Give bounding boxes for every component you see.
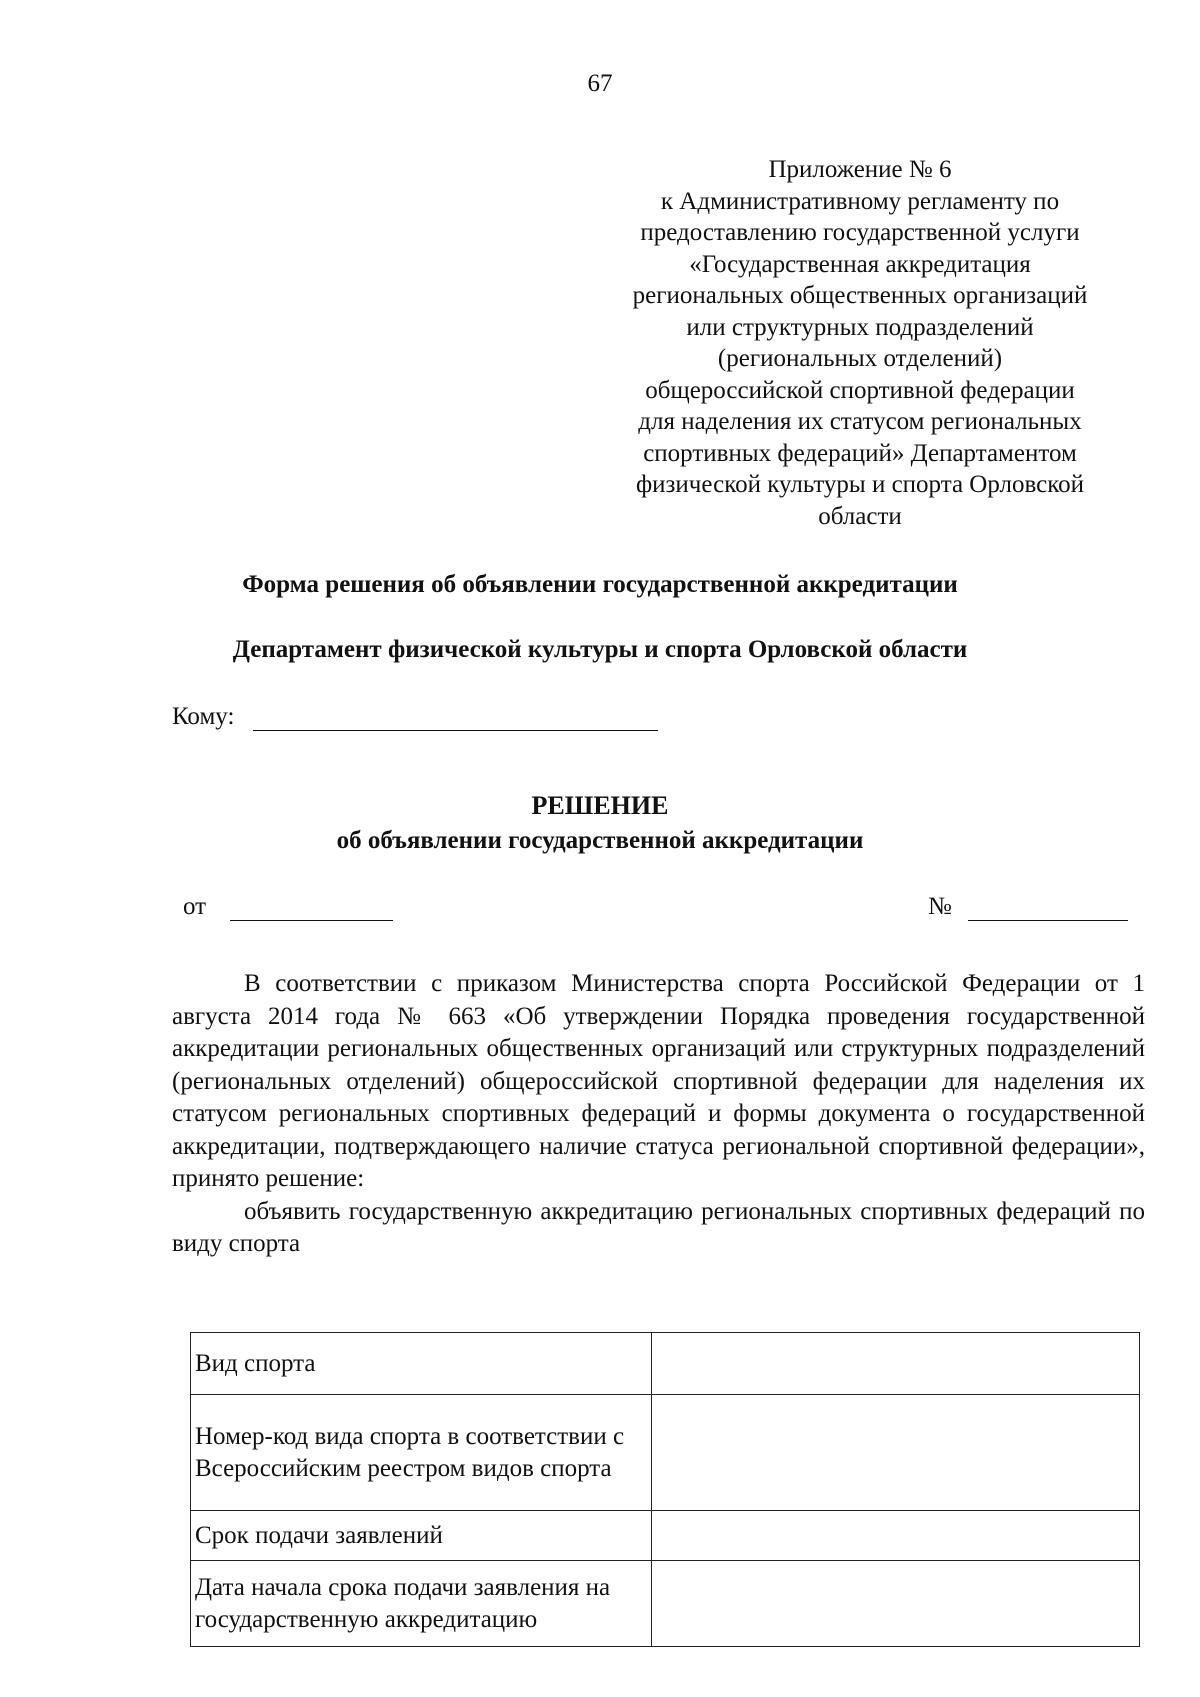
appendix-line: общероссийской спортивной федерации xyxy=(645,376,1075,404)
accreditation-table xyxy=(190,1332,1140,1647)
decision-title: РЕШЕНИЕ xyxy=(531,791,669,820)
table-value-cell[interactable] xyxy=(652,1333,1140,1395)
table-label-cell: Дата начала срока подачи заявления на государственную аккредитацию xyxy=(191,1561,652,1647)
table-value-cell[interactable] xyxy=(652,1561,1140,1647)
appendix-line: региональных общественных организаций xyxy=(632,282,1088,309)
decision-subtitle: об объявлении государственной аккредитации xyxy=(336,827,864,854)
table-row xyxy=(191,1333,1140,1395)
table-row xyxy=(191,1561,1140,1647)
number-blank-line[interactable] xyxy=(968,898,1128,921)
table-row xyxy=(191,1395,1140,1511)
recipient-blank-line[interactable] xyxy=(253,708,658,731)
appendix-header xyxy=(610,154,1110,532)
body-paragraph: В соответствии с приказом Министерства спорта Российской Федерации от 1 августа 2014 года № 663 «Об утверждении Порядка проведения государственной аккредитации региональных общественных организаций или структурных подразделений (региональных отделений) общероссийской спортивной федерации для наделения их статусом региональных спортивных федераций и формы документа о государственной аккредитации, подтверждающего наличие статуса региональной спортивной федерации», принято решение: xyxy=(172,970,1145,1192)
recipient-row xyxy=(172,703,658,731)
appendix-line: или структурных подразделений xyxy=(686,313,1034,341)
table-value-cell[interactable] xyxy=(652,1511,1140,1561)
appendix-line: физической культуры и спорта Орловской xyxy=(635,471,1085,498)
date-blank-line[interactable] xyxy=(230,898,393,921)
decision-body xyxy=(172,968,1145,1261)
table-value-cell[interactable] xyxy=(652,1395,1140,1511)
department-name: Департамент физической культуры и спорта Орловской области xyxy=(232,636,968,663)
appendix-line: к Административному регламенту по xyxy=(660,187,1060,215)
date-label: от xyxy=(183,893,207,920)
table-row xyxy=(191,1511,1140,1561)
date-row xyxy=(183,893,393,921)
appendix-line: области xyxy=(818,502,902,530)
number-row xyxy=(928,893,1128,921)
appendix-line: «Государственная аккредитация xyxy=(689,250,1031,278)
appendix-line: (региональных отделений) xyxy=(717,345,1003,372)
appendix-line: спортивных федераций» Департаментом xyxy=(643,439,1077,467)
appendix-line: предоставлению государственной услуги xyxy=(640,219,1080,246)
body-paragraph: объявить государственную аккредитацию региональных спортивных федераций по виду спорта xyxy=(172,1197,1145,1257)
number-label: № xyxy=(928,893,952,920)
appendix-line: Приложение № 6 xyxy=(768,156,952,183)
page-number: 67 xyxy=(587,70,613,97)
recipient-label: Кому: xyxy=(172,703,235,730)
appendix-line: для наделения их статусом региональных xyxy=(638,408,1082,435)
table-label-cell: Срок подачи заявлений xyxy=(191,1511,652,1561)
table-label-cell: Вид спорта xyxy=(191,1333,652,1395)
table-label-cell: Номер-код вида спорта в соответствии с Всероссийским реестром видов спорта xyxy=(191,1395,652,1511)
form-title: Форма решения об объявлении государственной аккредитации xyxy=(242,571,958,598)
